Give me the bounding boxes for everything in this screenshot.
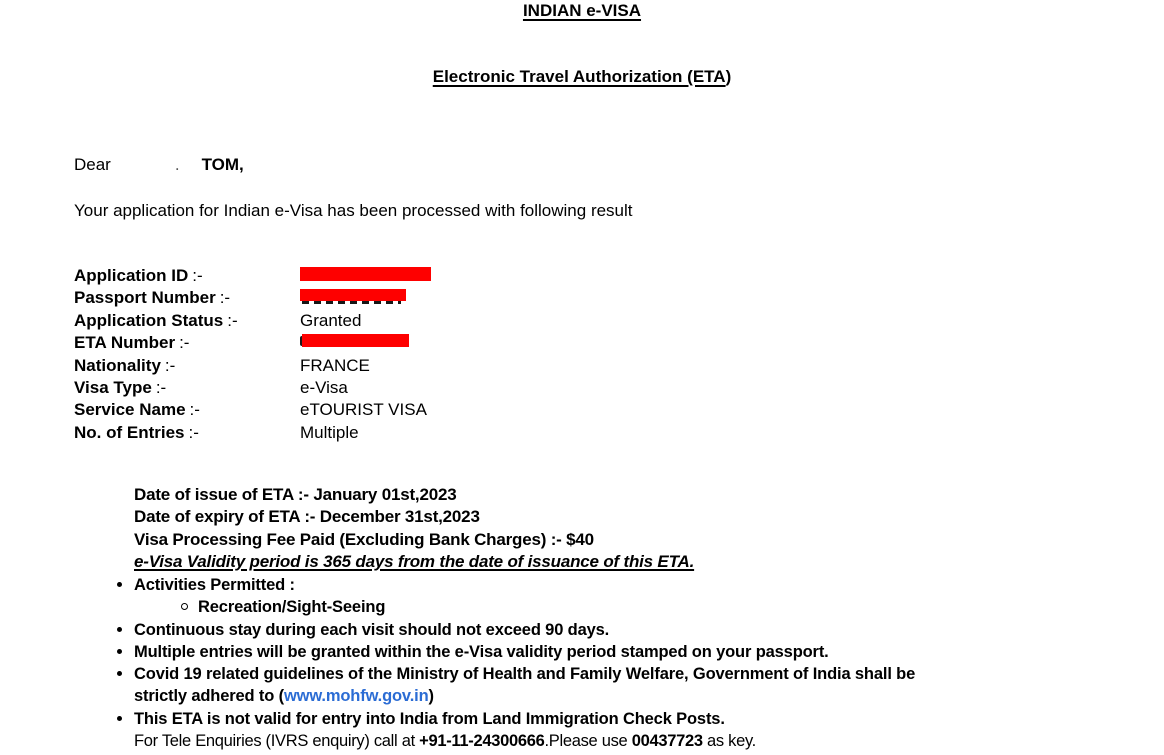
field-separator: :- (189, 400, 200, 420)
field-label: Passport Number :- (74, 288, 231, 308)
field-separator: :- (188, 422, 199, 442)
ivrs-key: 00437723 (631, 732, 703, 751)
field-value: FRANCE (300, 355, 370, 375)
field-row-nationality (74, 355, 431, 377)
document-subtitle-text: Electronic Travel Authorization (ETA (432, 67, 726, 86)
document-title (0, 1, 1164, 21)
redaction-block (300, 289, 406, 301)
tele-middle: .Please use (544, 732, 632, 751)
document-subtitle (0, 67, 1164, 87)
field-label: No. of Entries :- (74, 422, 199, 442)
redaction-block (300, 267, 431, 281)
mohfw-link[interactable]: www.mohfw.gov.in (283, 687, 429, 706)
visa-details (134, 484, 694, 573)
activity-subitem: Recreation/Sight-Seeing (116, 596, 1106, 618)
field-value: e-Visa (300, 377, 348, 397)
bullet-icon (116, 619, 134, 641)
field-label: Visa Type :- (74, 377, 167, 397)
issue-date-line: Date of issue of ETA :- January 01st,2023 (134, 485, 457, 504)
salutation (74, 155, 244, 175)
tele-enquiries-line (116, 730, 1106, 752)
bullet-icon (116, 663, 134, 708)
field-row-application-status (74, 310, 431, 332)
fee-line: Visa Processing Fee Paid (Excluding Bank Charges) :- $40 (134, 529, 594, 549)
phone-number: +91-11-24300666 (419, 732, 545, 751)
field-separator: :- (219, 288, 231, 308)
tele-suffix: as key. (702, 732, 756, 751)
bullet-icon (116, 708, 134, 730)
field-value (300, 287, 406, 309)
tele-enquiries-text (134, 730, 756, 752)
redacted-name-remnant: . (174, 155, 180, 174)
field-label: ETA Number :- (74, 333, 190, 353)
field-value: eTOURIST VISA (300, 400, 427, 420)
field-row-no-of-entries (74, 422, 431, 444)
covid-guidelines-item (116, 663, 1106, 708)
multiple-entries-item: Multiple entries will be granted within the e-Visa validity period stamped on your passport. (116, 641, 1106, 663)
field-label: Nationality :- (74, 355, 176, 375)
expiry-date-line: Date of expiry of ETA :- December 31st,2023 (134, 507, 480, 527)
salutation-prefix: Dear (74, 155, 111, 174)
activities-permitted-item: Activities Permitted : (116, 574, 1106, 596)
field-separator: :- (192, 266, 203, 285)
covid-line2-prefix: strictly adhered to ( (134, 687, 284, 706)
field-value: Multiple (300, 422, 359, 442)
field-value (300, 332, 409, 354)
field-separator: :- (227, 310, 238, 330)
field-separator: :- (155, 377, 167, 397)
stay-limit-item: Continuous stay during each visit should not exceed 90 days. (116, 619, 1106, 641)
field-value (300, 265, 431, 287)
field-row-passport-number (74, 287, 431, 309)
field-row-service-name (74, 399, 431, 421)
bullet-icon (116, 641, 134, 663)
field-separator: :- (179, 333, 190, 353)
bullet-spacer (116, 730, 134, 752)
conditions-list (116, 574, 1106, 752)
document-title-text: INDIAN e-VISA (522, 1, 642, 20)
covid-line1: Covid 19 related guidelines of the Ministry of Health and Family Welfare, Government of India shall be (134, 665, 916, 684)
circle-bullet-icon (180, 596, 198, 618)
covid-guidelines-text (134, 663, 915, 708)
field-row-eta-number (74, 332, 431, 354)
field-row-application-id (74, 265, 431, 287)
tele-prefix: For Tele Enquiries (IVRS enquiry) call at (134, 732, 420, 751)
field-row-visa-type (74, 377, 431, 399)
document-subtitle-close-paren: ) (725, 67, 732, 86)
field-value: Granted (300, 310, 362, 330)
validity-note: e-Visa Validity period is 365 days from the date of issuance of this ETA. (134, 551, 695, 571)
redaction-block (302, 334, 409, 347)
recipient-name: TOM, (201, 155, 244, 174)
bullet-icon (116, 574, 134, 596)
field-label: Application ID :- (74, 266, 203, 285)
field-label: Application Status :- (74, 310, 238, 330)
intro-text: Your application for Indian e-Visa has been processed with following result (74, 201, 633, 220)
land-posts-item: This ETA is not valid for entry into India from Land Immigration Check Posts. (116, 708, 1106, 730)
field-label: Service Name :- (74, 400, 200, 420)
field-separator: :- (164, 355, 176, 375)
visa-fields (74, 265, 431, 444)
covid-line2-suffix: ) (428, 687, 434, 706)
